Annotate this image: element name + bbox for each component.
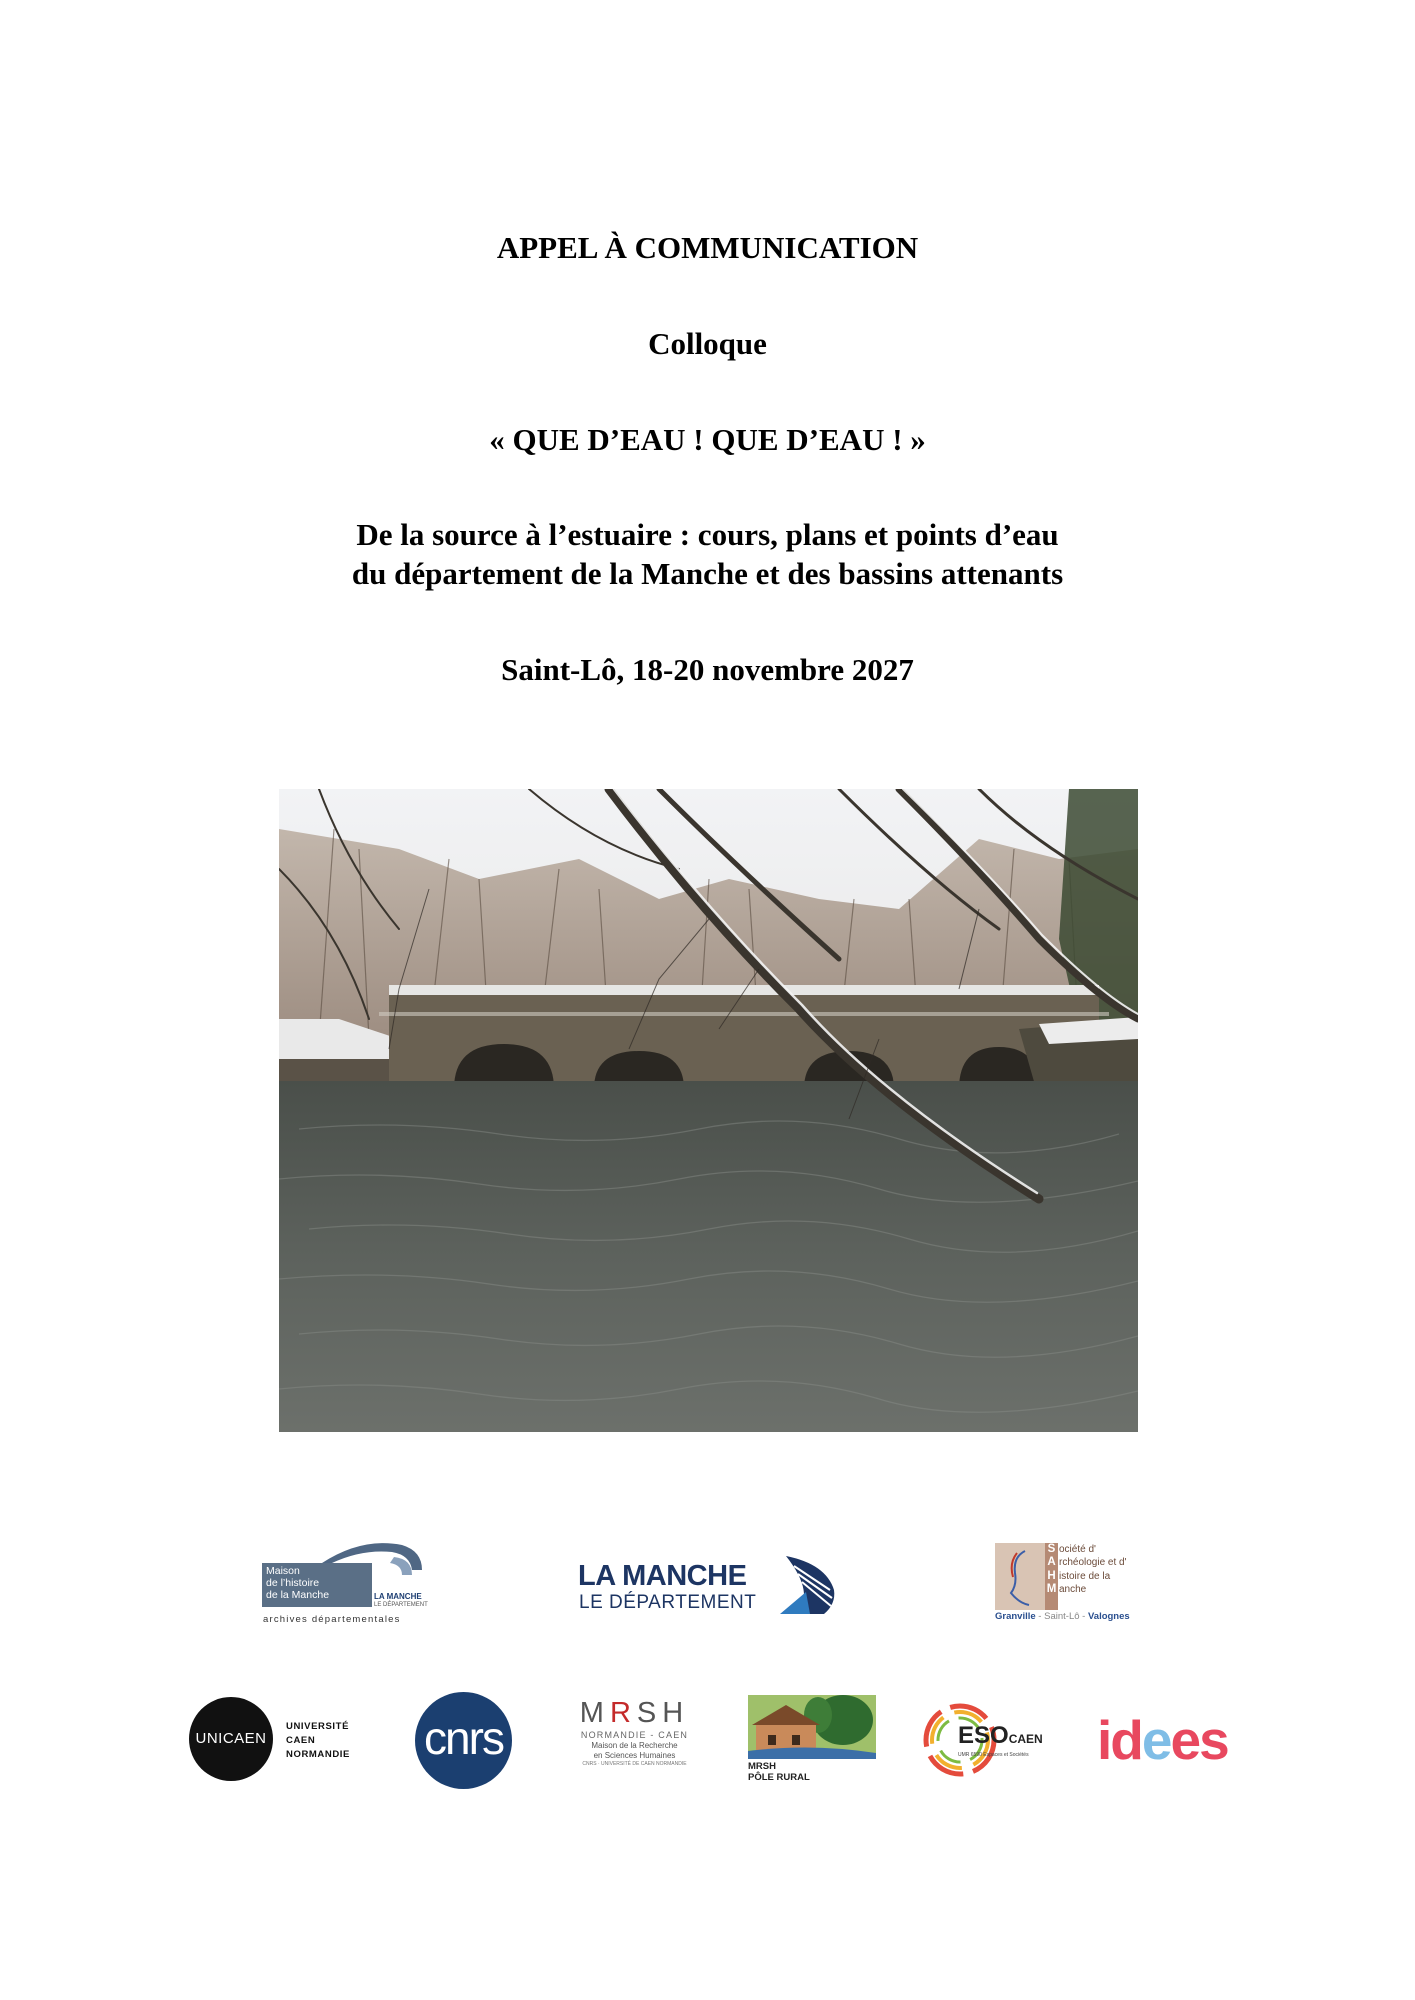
idees-es: es xyxy=(1170,1709,1228,1771)
pole-line-1: MRSH xyxy=(748,1761,776,1772)
mrsh-r: R xyxy=(609,1697,637,1729)
event-title: « QUE D’EAU ! QUE D’EAU ! » xyxy=(489,422,926,457)
subtitle-line-1: De la source à l’estuaire : cours, plans et points d’eau xyxy=(356,517,1059,552)
river-bridge-photo xyxy=(279,789,1138,1432)
sahm-word-1: ociété d' xyxy=(1059,1544,1096,1555)
mrsh-line-2: Maison de la Recherche xyxy=(591,1741,678,1750)
idees-logo xyxy=(1097,1705,1232,1775)
town-valognes: Valognes xyxy=(1087,1611,1130,1622)
unicaen-line-1: UNIVERSITÉ xyxy=(286,1721,350,1732)
eso-subtitle: UMR 6590 Espaces et Sociétés xyxy=(958,1752,1029,1758)
sahm-letter-a: A xyxy=(1047,1556,1056,1569)
mrsh-m: M xyxy=(579,1697,610,1729)
sahm-letter-m: M xyxy=(1046,1583,1057,1596)
subtitle-line-2: du département de la Manche et des bassins attenants xyxy=(351,556,1064,591)
profile-icon xyxy=(995,1543,1045,1610)
la-manche-logo xyxy=(578,1550,838,1620)
call-heading: APPEL À COMMUNICATION xyxy=(496,230,919,265)
sahm-words xyxy=(1059,1543,1127,1597)
sahm-word-3: istoire de la xyxy=(1059,1570,1111,1582)
unicaen-logo xyxy=(189,1697,359,1782)
unicaen-text xyxy=(286,1720,350,1762)
idees-id: id xyxy=(1097,1709,1142,1771)
place-date: Saint-Lô, 18-20 novembre 2027 xyxy=(501,652,914,687)
mrsh-line-4: CNRS · UNIVERSITÉ DE CAEN NORMANDIE xyxy=(582,1761,687,1767)
mhm-line-3: de la Manche xyxy=(266,1589,330,1601)
mhm-line-1: Maison xyxy=(266,1565,300,1577)
mrsh-mark xyxy=(572,1697,697,1729)
event-type: Colloque xyxy=(648,326,767,361)
sahm-logo xyxy=(995,1543,1145,1625)
idees-e: e xyxy=(1141,1709,1171,1771)
town-saint-lo: Saint-Lô xyxy=(1044,1611,1080,1622)
sahm-word-4: anche xyxy=(1059,1584,1087,1596)
town-granville: Granville xyxy=(995,1611,1036,1622)
town-separator: - xyxy=(1079,1611,1088,1622)
mhm-line-2: de l’histoire xyxy=(266,1577,320,1589)
mhm-lm-top: LA MANCHE xyxy=(374,1592,422,1601)
sail-icon xyxy=(776,1554,838,1616)
maison-histoire-manche-logo xyxy=(262,1535,437,1630)
eso-mark xyxy=(958,1722,1043,1750)
mrsh-logo xyxy=(572,1697,697,1787)
unicaen-line-2: CAEN xyxy=(286,1735,316,1746)
sahm-letters xyxy=(1045,1543,1058,1610)
sahm-letter-h: H xyxy=(1047,1569,1056,1582)
mhm-lm-bottom: LE DÉPARTEMENT xyxy=(374,1602,428,1608)
winter-river-bridge-illustration xyxy=(279,789,1138,1432)
pole-rural-caption xyxy=(748,1761,810,1783)
mhm-archives-text: archives départementales xyxy=(263,1614,401,1625)
sahm-portrait xyxy=(995,1543,1045,1610)
farmhouse-icon xyxy=(748,1695,876,1759)
eso-caen-logo xyxy=(920,1700,1045,1780)
eso-letters: ESO xyxy=(958,1722,1009,1749)
mrsh-sh: SH xyxy=(636,1697,690,1729)
la-manche-title: LA MANCHE xyxy=(578,1560,747,1592)
la-manche-subtitle: LE DÉPARTEMENT xyxy=(579,1592,757,1613)
sahm-letter-s: S xyxy=(1047,1543,1056,1555)
pole-rural-logo xyxy=(748,1695,876,1785)
mhm-title xyxy=(266,1565,372,1601)
unicaen-mark: UNICAEN xyxy=(189,1697,273,1781)
pole-line-2: PÔLE RURAL xyxy=(748,1772,810,1783)
cnrs-mark: cnrs xyxy=(424,1712,503,1764)
eso-caen: CAEN xyxy=(1008,1732,1043,1746)
unicaen-line-3: NORMANDIE xyxy=(286,1749,350,1760)
cnrs-logo xyxy=(415,1692,512,1789)
town-separator: - xyxy=(1035,1611,1045,1622)
mhm-lamanche-mark xyxy=(374,1592,428,1610)
mrsh-line-1: NORMANDIE - CAEN xyxy=(580,1730,689,1740)
sahm-towns xyxy=(995,1611,1130,1622)
sahm-word-2: rchéologie et d' xyxy=(1059,1557,1127,1569)
mrsh-line-3: en Sciences Humaines xyxy=(593,1751,676,1760)
